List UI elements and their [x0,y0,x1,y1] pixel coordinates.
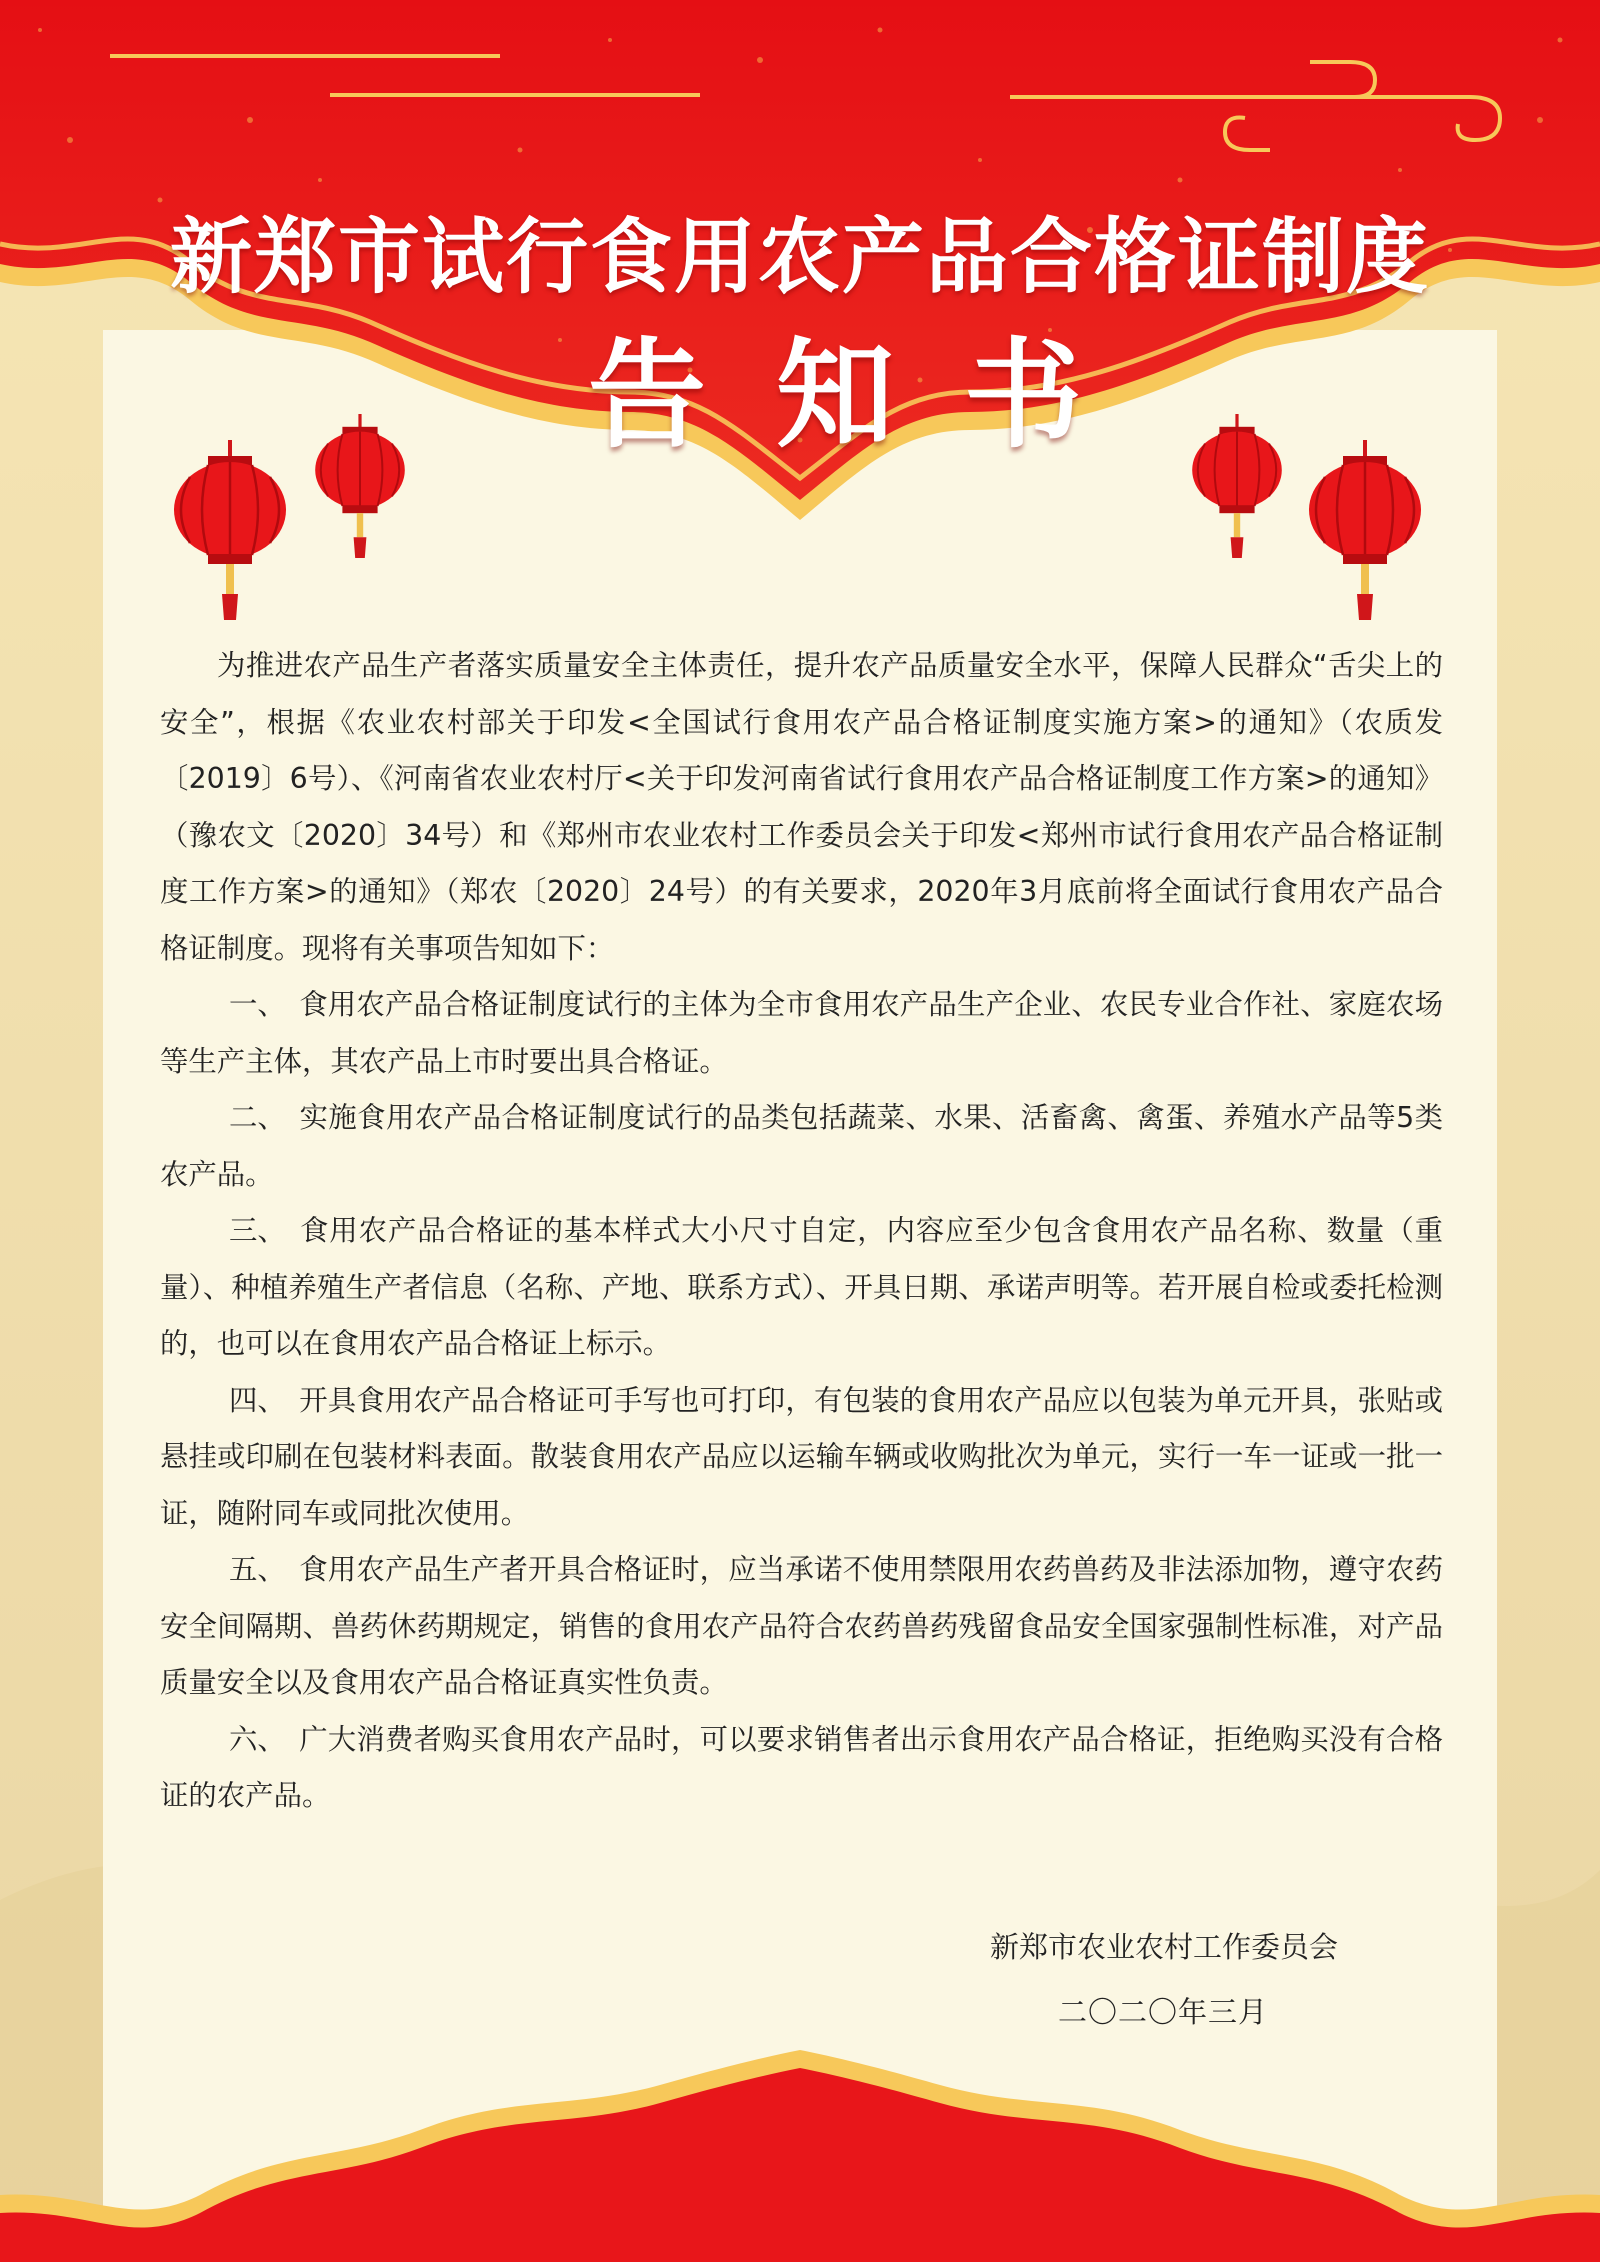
signature-date: 二〇二〇年三月 [1058,1995,1269,2029]
intro-paragraph: 为推进农产品生产者落实质量安全主体责任，提升农产品质量安全水平，保障人民群众“舌尖上的安全”，根据《农业农村部关于印发<全国试行食用农产品合格证制度实施方案>的通知》（农质发〔2019〕6号）、《河南省农业农村厅<关于印发河南省试行食用农产品合格证制度工作方案>的通知》（豫农文〔2020〕34号）和《郑州市农业农村工作委员会关于印发<郑州市试行食用农产品合格证制度工作方案>的通知》（郑农〔2020〕24号）的有关要求，2020年3月底前将全面试行食用农产品合格证制度。现将有关事项告知如下： [160,649,1443,965]
notice-item-6 [160,1712,1443,1825]
title-line-1: 新郑市试行食用农产品合格证制度 [169,209,1430,305]
item-text: 食用农产品生产者开具合格证时，应当承诺不使用禁限用农药兽药及非法添加物，遵守农药安全间隔期、兽药休药期规定，销售的食用农产品符合农药兽药残留食品安全国家强制性标准，对产品质量安全以及食用农产品合格证真实性负责。 [160,1553,1443,1699]
item-text: 食用农产品合格证制度试行的主体为全市食用农产品生产企业、农民专业合作社、家庭农场等生产主体，其农产品上市时要出具合格证。 [160,988,1443,1078]
item-number: 五、 [229,1553,286,1586]
notice-item-4 [160,1373,1443,1543]
item-text: 广大消费者购买食用农产品时，可以要求销售者出示食用农产品合格证，拒绝购买没有合格证的农产品。 [160,1722,1443,1812]
item-number: 三、 [229,1214,286,1247]
notice-item-2 [160,1090,1443,1203]
notice-body [160,638,1443,1825]
item-text: 食用农产品合格证的基本样式大小尺寸自定，内容应至少包含食用农产品名称、数量（重量）、种植养殖生产者信息（名称、产地、联系方式）、开具日期、承诺声明等。若开展自检或委托检测的，也可以在食用农产品合格证上标示。 [160,1214,1443,1360]
notice-item-5 [160,1542,1443,1712]
title-line-2: 告知书 [587,325,1152,464]
item-number: 一、 [229,988,286,1021]
item-number: 二、 [229,1101,286,1134]
notice-item-1 [160,977,1443,1090]
item-number: 四、 [229,1383,286,1417]
item-text: 实施食用农产品合格证制度试行的品类包括蔬菜、水果、活畜禽、禽蛋、养殖水产品等5类农产品。 [160,1101,1443,1191]
signature-organization: 新郑市农业农村工作委员会 [990,1930,1339,1964]
notice-item-3 [160,1203,1443,1373]
item-number: 六、 [229,1722,286,1756]
item-text: 开具食用农产品合格证可手写也可打印，有包装的食用农产品应以包装为单元开具，张贴或悬挂或印刷在包装材料表面。散装食用农产品应以运输车辆或收购批次为单元，实行一车一证或一批一证，随附同车或同批次使用。 [160,1383,1443,1530]
